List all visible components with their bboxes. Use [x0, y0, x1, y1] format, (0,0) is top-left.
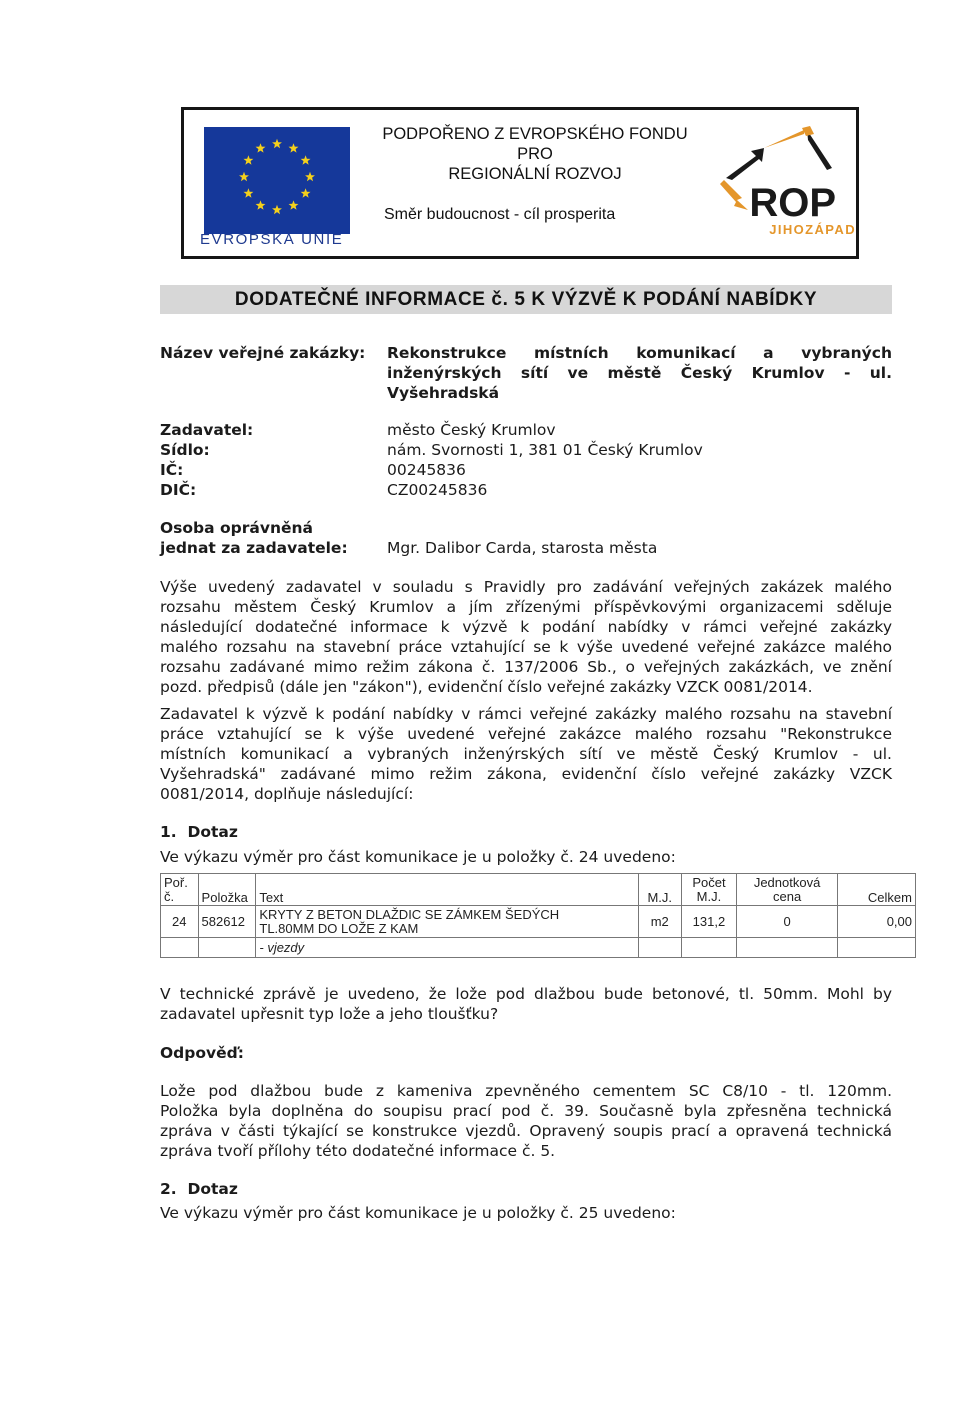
cell-empty [198, 938, 256, 958]
authority-label: Zadavatel: [160, 421, 254, 439]
eu-star-icon [289, 200, 299, 209]
ic-label: IČ: [160, 461, 184, 479]
fund-line: PODPOŘENO Z EVROPSKÉHO FONDU [382, 125, 688, 143]
paragraph-line: Vyšehradská" zadávané mimo režim zákona, evidenční číslo veřejné zakázky VZCK [160, 765, 892, 783]
paragraph-line: Zadavatel k výzvě k podání nabídky v rámci veřejné zakázky malého rozsahu na stavební [160, 705, 892, 723]
cell-por: 24 [161, 906, 199, 938]
rop-logo-icon [704, 118, 856, 258]
paragraph-line: zpráva v části týkající se konstrukce vjezdů. Opravený soupis prací a opravená technická [160, 1122, 892, 1140]
header-cena [737, 874, 837, 906]
header-text: Text [256, 874, 639, 906]
authority-value: město Český Krumlov [387, 421, 556, 439]
table-note-row [161, 938, 916, 958]
cell-text-line: KRYTY Z BETON DLAŽDIC SE ZÁMKEM ŠEDÝCH [259, 906, 560, 922]
header-polozka: Položka [198, 874, 256, 906]
paragraph-line: místních komunikací a vybraných inženýrských sítí ve městě Český Krumlov - ul. [160, 745, 892, 763]
paragraph-line: malého rozsahu na stavební práce vztahující se k výše uvedené veřejné zakázce malého [160, 638, 892, 656]
cell-celkem: 0,00 [837, 906, 915, 938]
cell-cena: 0 [737, 906, 837, 938]
page-title: DODATEČNÉ INFORMACE č. 5 K VÝZVĚ K PODÁNÍ NABÍDKY [160, 285, 892, 314]
paragraph-line: zadavatel upřesnit typ lože a jeho tloušťku? [160, 1005, 499, 1023]
seat-label: Sídlo: [160, 441, 210, 459]
cell-empty [837, 938, 915, 958]
eu-star-icon [256, 200, 266, 209]
paragraph-line: 0081/2014, doplňuje následující: [160, 785, 414, 803]
cell-note: - vjezdy [256, 938, 639, 958]
question-2-heading: 2. Dotaz [160, 1180, 238, 1198]
authorized-person-label: jednat za zadavatele: [160, 539, 348, 557]
eu-flag-icon [204, 127, 350, 234]
paragraph-line: Lože pod dlažbou bude z kameniva zpevněného cementem SC C8/10 - tl. 120mm. [160, 1082, 892, 1100]
paragraph-line: Výše uvedený zadavatel v souladu s Pravidly pro zadávání veřejných zakázek malého [160, 578, 892, 596]
dic-value: CZ00245836 [387, 481, 488, 499]
answer-paragraph [160, 1081, 892, 1161]
contract-name-line: Rekonstrukce místních komunikací a vybraných [387, 344, 892, 362]
header-por [161, 874, 199, 906]
paragraph-line: následující dodatečné informace k výzvě k podání nabídky v rámci veřejné zakázky [160, 618, 892, 636]
cell-polozka: 582612 [198, 906, 256, 938]
contract-name-line: Vyšehradská [387, 384, 500, 402]
eu-star-icon [301, 155, 311, 164]
header-celkem: Celkem [837, 874, 915, 906]
table-row [161, 906, 916, 938]
cell-text [256, 906, 639, 938]
table-header-row [161, 874, 916, 906]
fund-line: REGIONÁLNÍ ROZVOJ [448, 165, 622, 183]
cell-mj: m2 [638, 906, 681, 938]
cell-pocet: 131,2 [681, 906, 737, 938]
paragraph-line: Položka byla doplněna do soupisu prací pod č. 39. Současně byla zpřesněna technická [160, 1102, 892, 1120]
eu-star-icon [256, 143, 266, 152]
fund-text [374, 124, 696, 184]
header-mj: M.J. [638, 874, 681, 906]
dic-label: DIČ: [160, 481, 197, 499]
eu-label: EVROPSKÁ UNIE [200, 231, 344, 248]
header-cena-line: cena [772, 888, 802, 904]
header-por-line: č. [164, 888, 175, 904]
cell-empty [737, 938, 837, 958]
paragraph-line: rozsahu zadávané mimo režim zákona č. 137/2006 Sb., o veřejných zakázkách, ve znění [160, 658, 892, 676]
contract-name-line: inženýrských sítí ve městě Český Krumlov - ul. [387, 364, 892, 382]
motto: Směr budoucnost - cíl prosperita [384, 206, 616, 223]
supplement-paragraph [160, 704, 892, 804]
contract-label: Název veřejné zakázky: [160, 344, 366, 362]
answer-heading: Odpověď: [160, 1044, 244, 1062]
eu-star-icon [272, 205, 282, 214]
cell-text-line: TL.80MM DO LOŽE Z KAM [259, 920, 419, 936]
header-cena-line: Jednotková [753, 874, 821, 890]
eu-star-icon [272, 139, 282, 148]
header-pocet-line: M.J. [696, 888, 722, 904]
paragraph-line: rozsahu městem Český Krumlov a jím zřízenými příspěvkovými organizacemi sděluje [160, 598, 892, 616]
paragraph-line: zpráva tvoří přílohy této dodatečné informace č. 5. [160, 1142, 556, 1160]
paragraph-line: pozd. předpisů (dále jen "zákon"), evidenční číslo veřejné zakázky VZCK 0081/2014. [160, 678, 813, 696]
header-pocet-line: Počet [692, 874, 726, 890]
cell-empty [161, 938, 199, 958]
cell-empty [681, 938, 737, 958]
question-1-follow [160, 984, 892, 1024]
eu-star-icon [305, 172, 315, 181]
fund-line: PRO [517, 145, 553, 163]
header-logo-box [181, 107, 859, 259]
header-por-line: Poř. [164, 874, 188, 890]
eu-star-icon [301, 188, 311, 197]
question-1-text: Ve výkazu výměr pro část komunikace je u položky č. 24 uvedeno: [160, 848, 676, 866]
paragraph-line: práce vztahující se k výše uvedené veřejné zakázce malého rozsahu "Rekonstrukce [160, 725, 892, 743]
eu-star-icon [243, 188, 253, 197]
header-pocet [681, 874, 737, 906]
contract-name [387, 343, 892, 403]
paragraph-line: V technické zprávě je uvedeno, že lože pod dlažbou bude betonové, tl. 50mm. Mohl by [160, 985, 892, 1003]
cell-empty [638, 938, 681, 958]
items-table [160, 873, 916, 958]
authorized-person-value: Mgr. Dalibor Carda, starosta města [387, 539, 658, 557]
eu-star-icon [243, 155, 253, 164]
authorized-person-label: Osoba oprávněná [160, 519, 313, 537]
intro-paragraph [160, 577, 892, 697]
question-2-text: Ve výkazu výměr pro část komunikace je u položky č. 25 uvedeno: [160, 1204, 676, 1222]
seat-value: nám. Svornosti 1, 381 01 Český Krumlov [387, 441, 703, 459]
rop-letters: ROP [749, 181, 836, 225]
question-1-heading: 1. Dotaz [160, 823, 238, 841]
eu-star-icon [239, 172, 249, 181]
rop-region: JIHOZÁPAD [769, 222, 856, 237]
ic-value: 00245836 [387, 461, 466, 479]
eu-star-icon [289, 143, 299, 152]
